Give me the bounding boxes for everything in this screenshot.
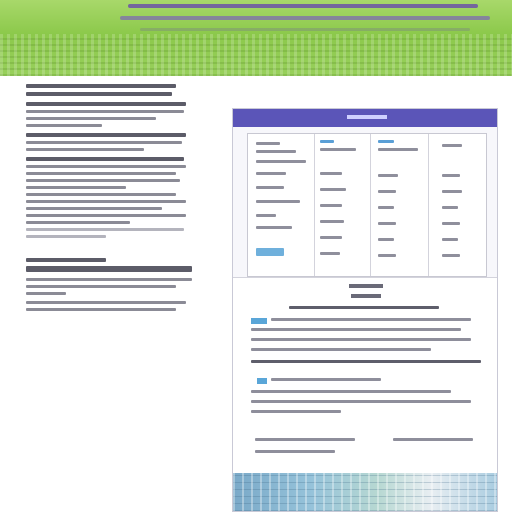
paragraph-5 bbox=[26, 301, 222, 311]
screenshot-blue-button bbox=[256, 248, 284, 256]
banner-texture bbox=[0, 34, 512, 76]
paragraph-4 bbox=[26, 278, 222, 295]
preview-header bbox=[233, 109, 497, 127]
paragraph-3 bbox=[26, 157, 222, 238]
screenshot-column-4 bbox=[428, 134, 485, 276]
screenshot-preview-panel bbox=[232, 108, 498, 512]
document-heading bbox=[26, 84, 222, 96]
document-column bbox=[26, 80, 222, 315]
screenshot-column-1 bbox=[248, 134, 315, 276]
preview-header-text bbox=[347, 115, 387, 119]
paragraph-1 bbox=[26, 102, 222, 127]
screenshot-column-2 bbox=[314, 134, 371, 276]
banner-subtitle-text bbox=[120, 16, 490, 20]
paragraph-2 bbox=[26, 133, 222, 151]
embedded-app-screenshot bbox=[247, 133, 487, 277]
preview-blue-tag bbox=[251, 318, 267, 324]
banner-title-text bbox=[128, 4, 478, 8]
section-heading bbox=[26, 258, 222, 272]
header-banner bbox=[0, 0, 512, 76]
preview-description bbox=[233, 277, 497, 478]
preview-description-title bbox=[349, 284, 383, 288]
screenshot-column-3 bbox=[370, 134, 429, 276]
preview-footer-image bbox=[233, 473, 497, 511]
banner-caption-text bbox=[140, 28, 470, 31]
